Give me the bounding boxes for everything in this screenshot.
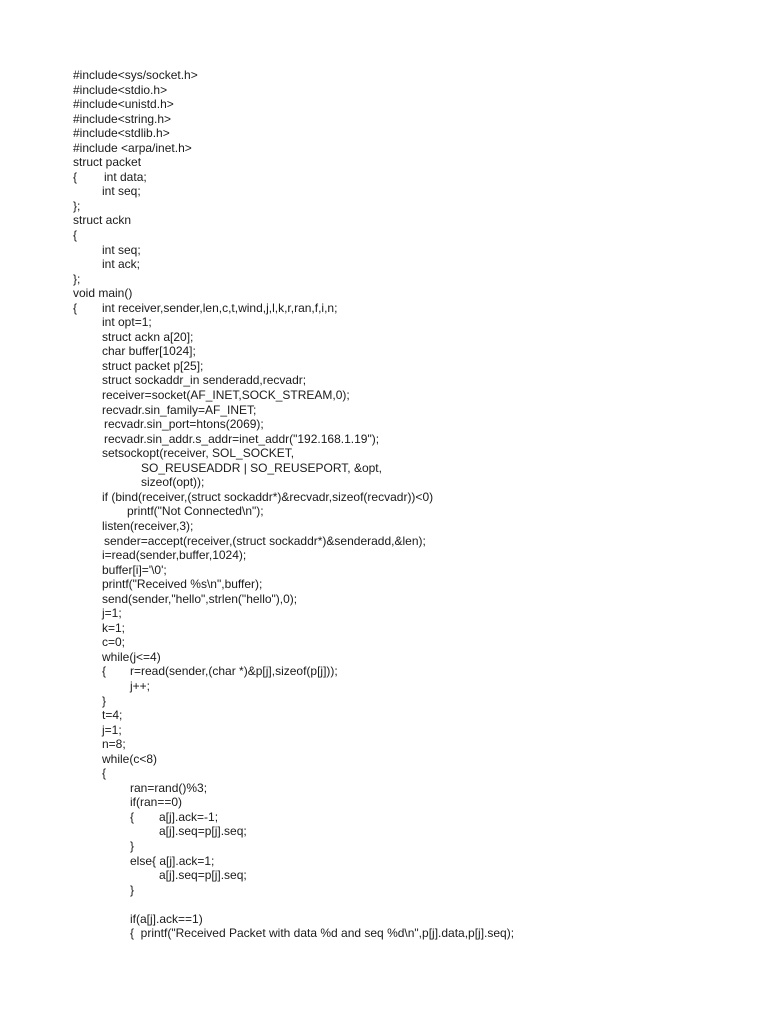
code-line [73, 373, 307, 388]
code-line [73, 838, 135, 854]
code-text: r=read(sender,(char *)&p[j],sizeof(p[j])); [130, 664, 338, 679]
code-text: setsockopt(receiver, SOL_SOCKET, [102, 446, 295, 461]
code-text: receiver=socket(AF_INET,SOCK_STREAM,0); [102, 388, 350, 403]
code-line [73, 228, 93, 243]
code-text: j=1; [102, 606, 122, 621]
code-line [73, 286, 133, 301]
code-text: { [73, 169, 78, 184]
code-line [73, 708, 123, 723]
code-line [73, 780, 208, 796]
code-line [73, 562, 167, 578]
code-line [73, 882, 135, 898]
code-line [73, 809, 219, 825]
code-text: k=1; [102, 620, 126, 635]
code-text: int seq; [102, 242, 141, 257]
code-line [73, 358, 204, 374]
code-text: recvadr.sin_family=AF_INET; [102, 402, 257, 417]
code-line [73, 897, 93, 912]
code-text: }; [73, 198, 81, 213]
code-line [73, 751, 158, 767]
code-line [73, 272, 93, 287]
code-line [73, 824, 247, 839]
code-text: t=4; [102, 708, 123, 723]
code-line [73, 446, 295, 461]
code-line [73, 475, 205, 490]
code-text: #include <arpa/inet.h> [73, 140, 192, 155]
code-text: buffer[i]='\0'; [102, 562, 167, 577]
code-line [73, 155, 142, 170]
code-line [73, 300, 338, 316]
code-text: recvadr.sin_addr.s_addr=inet_addr("192.168.1.19"); [104, 431, 380, 446]
code-line [73, 97, 174, 112]
code-text: j++; [130, 678, 151, 693]
code-line [73, 911, 203, 927]
code-line [73, 489, 434, 505]
code-text: struct ackn [73, 213, 132, 228]
code-line [73, 926, 515, 941]
code-line [73, 213, 132, 228]
code-listing [73, 68, 515, 941]
code-line [73, 257, 141, 272]
code-text: a[j].seq=p[j].seq; [159, 868, 247, 883]
code-text: { printf("Received Packet with data %d and seq %d\n",p[j].data,p[j].seq); [130, 926, 515, 941]
code-text: printf("Received %s\n",buffer); [102, 577, 263, 592]
code-text: #include<string.h> [73, 111, 172, 126]
code-line [73, 126, 170, 141]
code-text: { [102, 766, 107, 781]
code-line [73, 620, 126, 636]
code-text: SO_REUSEADDR | SO_REUSEPORT, &opt, [141, 460, 382, 475]
code-text: ran=rand()%3; [130, 780, 208, 795]
code-line [73, 795, 183, 810]
code-text: a[j].seq=p[j].seq; [159, 824, 247, 839]
code-text: recvadr.sin_port=htons(2069); [104, 417, 264, 432]
code-text: n=8; [102, 737, 126, 752]
code-text: if(a[j].ack==1) [130, 911, 203, 926]
code-line [73, 184, 141, 199]
code-text: i=read(sender,buffer,1024); [102, 548, 247, 563]
code-text: #include<stdio.h> [73, 82, 168, 97]
code-text: a[j].ack=-1; [159, 809, 219, 824]
code-line [73, 417, 264, 432]
code-line [73, 722, 122, 738]
code-text: int opt=1; [102, 315, 152, 330]
code-text: listen(receiver,3); [102, 518, 194, 533]
code-line [73, 460, 382, 476]
code-line [73, 649, 161, 665]
code-line [73, 533, 426, 549]
code-line [73, 606, 122, 621]
code-line [73, 402, 257, 418]
code-text: struct packet p[25]; [102, 358, 204, 373]
code-line [73, 504, 264, 519]
code-line [73, 577, 263, 592]
code-line [73, 329, 194, 345]
code-text: void main() [73, 286, 133, 301]
code-line [73, 315, 152, 330]
code-text: sizeof(opt)); [141, 475, 205, 490]
code-text: #include<sys/socket.h> [73, 68, 198, 82]
code-text: j=1; [102, 722, 122, 737]
code-text: int data; [104, 169, 147, 184]
code-text: struct ackn a[20]; [102, 329, 194, 344]
code-text: }; [73, 271, 81, 286]
code-line [73, 431, 380, 447]
code-text: char buffer[1024]; [102, 344, 196, 359]
code-text: while(j<=4) [102, 649, 161, 664]
code-line [73, 548, 247, 563]
code-text: if(ran==0) [130, 795, 183, 810]
code-text: printf("Not Connected\n"); [127, 504, 264, 519]
code-text: c=0; [102, 635, 126, 650]
code-text: int seq; [102, 184, 141, 199]
code-line [73, 111, 172, 127]
code-text: struct packet [73, 155, 142, 170]
code-line [73, 68, 198, 83]
code-text: } [102, 693, 107, 708]
code-line [73, 242, 141, 258]
code-line [73, 868, 247, 883]
code-line [73, 199, 93, 214]
code-line [73, 635, 126, 650]
code-text: if (bind(receiver,(struct sockaddr*)&recvadr,sizeof(recvadr))<0) [102, 489, 434, 504]
code-line [73, 664, 338, 679]
code-text: else{ a[j].ack=1; [130, 853, 215, 868]
code-text: { [73, 300, 78, 315]
code-text: #include<stdlib.h> [73, 126, 170, 141]
code-text: { [130, 809, 135, 824]
code-text: { [73, 228, 78, 243]
code-text: } [130, 838, 135, 853]
code-text: while(c<8) [102, 751, 158, 766]
code-line [73, 737, 126, 752]
code-text: } [130, 882, 135, 897]
code-line [73, 344, 196, 359]
code-text: #include<unistd.h> [73, 97, 174, 112]
code-text: int ack; [102, 257, 141, 272]
code-line [73, 518, 194, 534]
code-line [73, 678, 151, 694]
code-line [73, 766, 107, 781]
code-text: sender=accept(receiver,(struct sockaddr*)&senderadd,&len); [104, 533, 426, 548]
code-text: { [102, 664, 107, 679]
code-line [73, 853, 215, 869]
code-line [73, 169, 147, 185]
code-line [73, 693, 107, 709]
code-text: int receiver,sender,len,c,t,wind,j,l,k,r,ran,f,i,n; [102, 300, 338, 315]
code-line [73, 388, 350, 403]
code-text: struct sockaddr_in senderadd,recvadr; [102, 373, 307, 388]
code-text: send(sender,"hello",strlen("hello"),0); [102, 591, 298, 606]
code-line [73, 82, 168, 98]
code-line [73, 140, 192, 156]
code-line [73, 591, 298, 607]
